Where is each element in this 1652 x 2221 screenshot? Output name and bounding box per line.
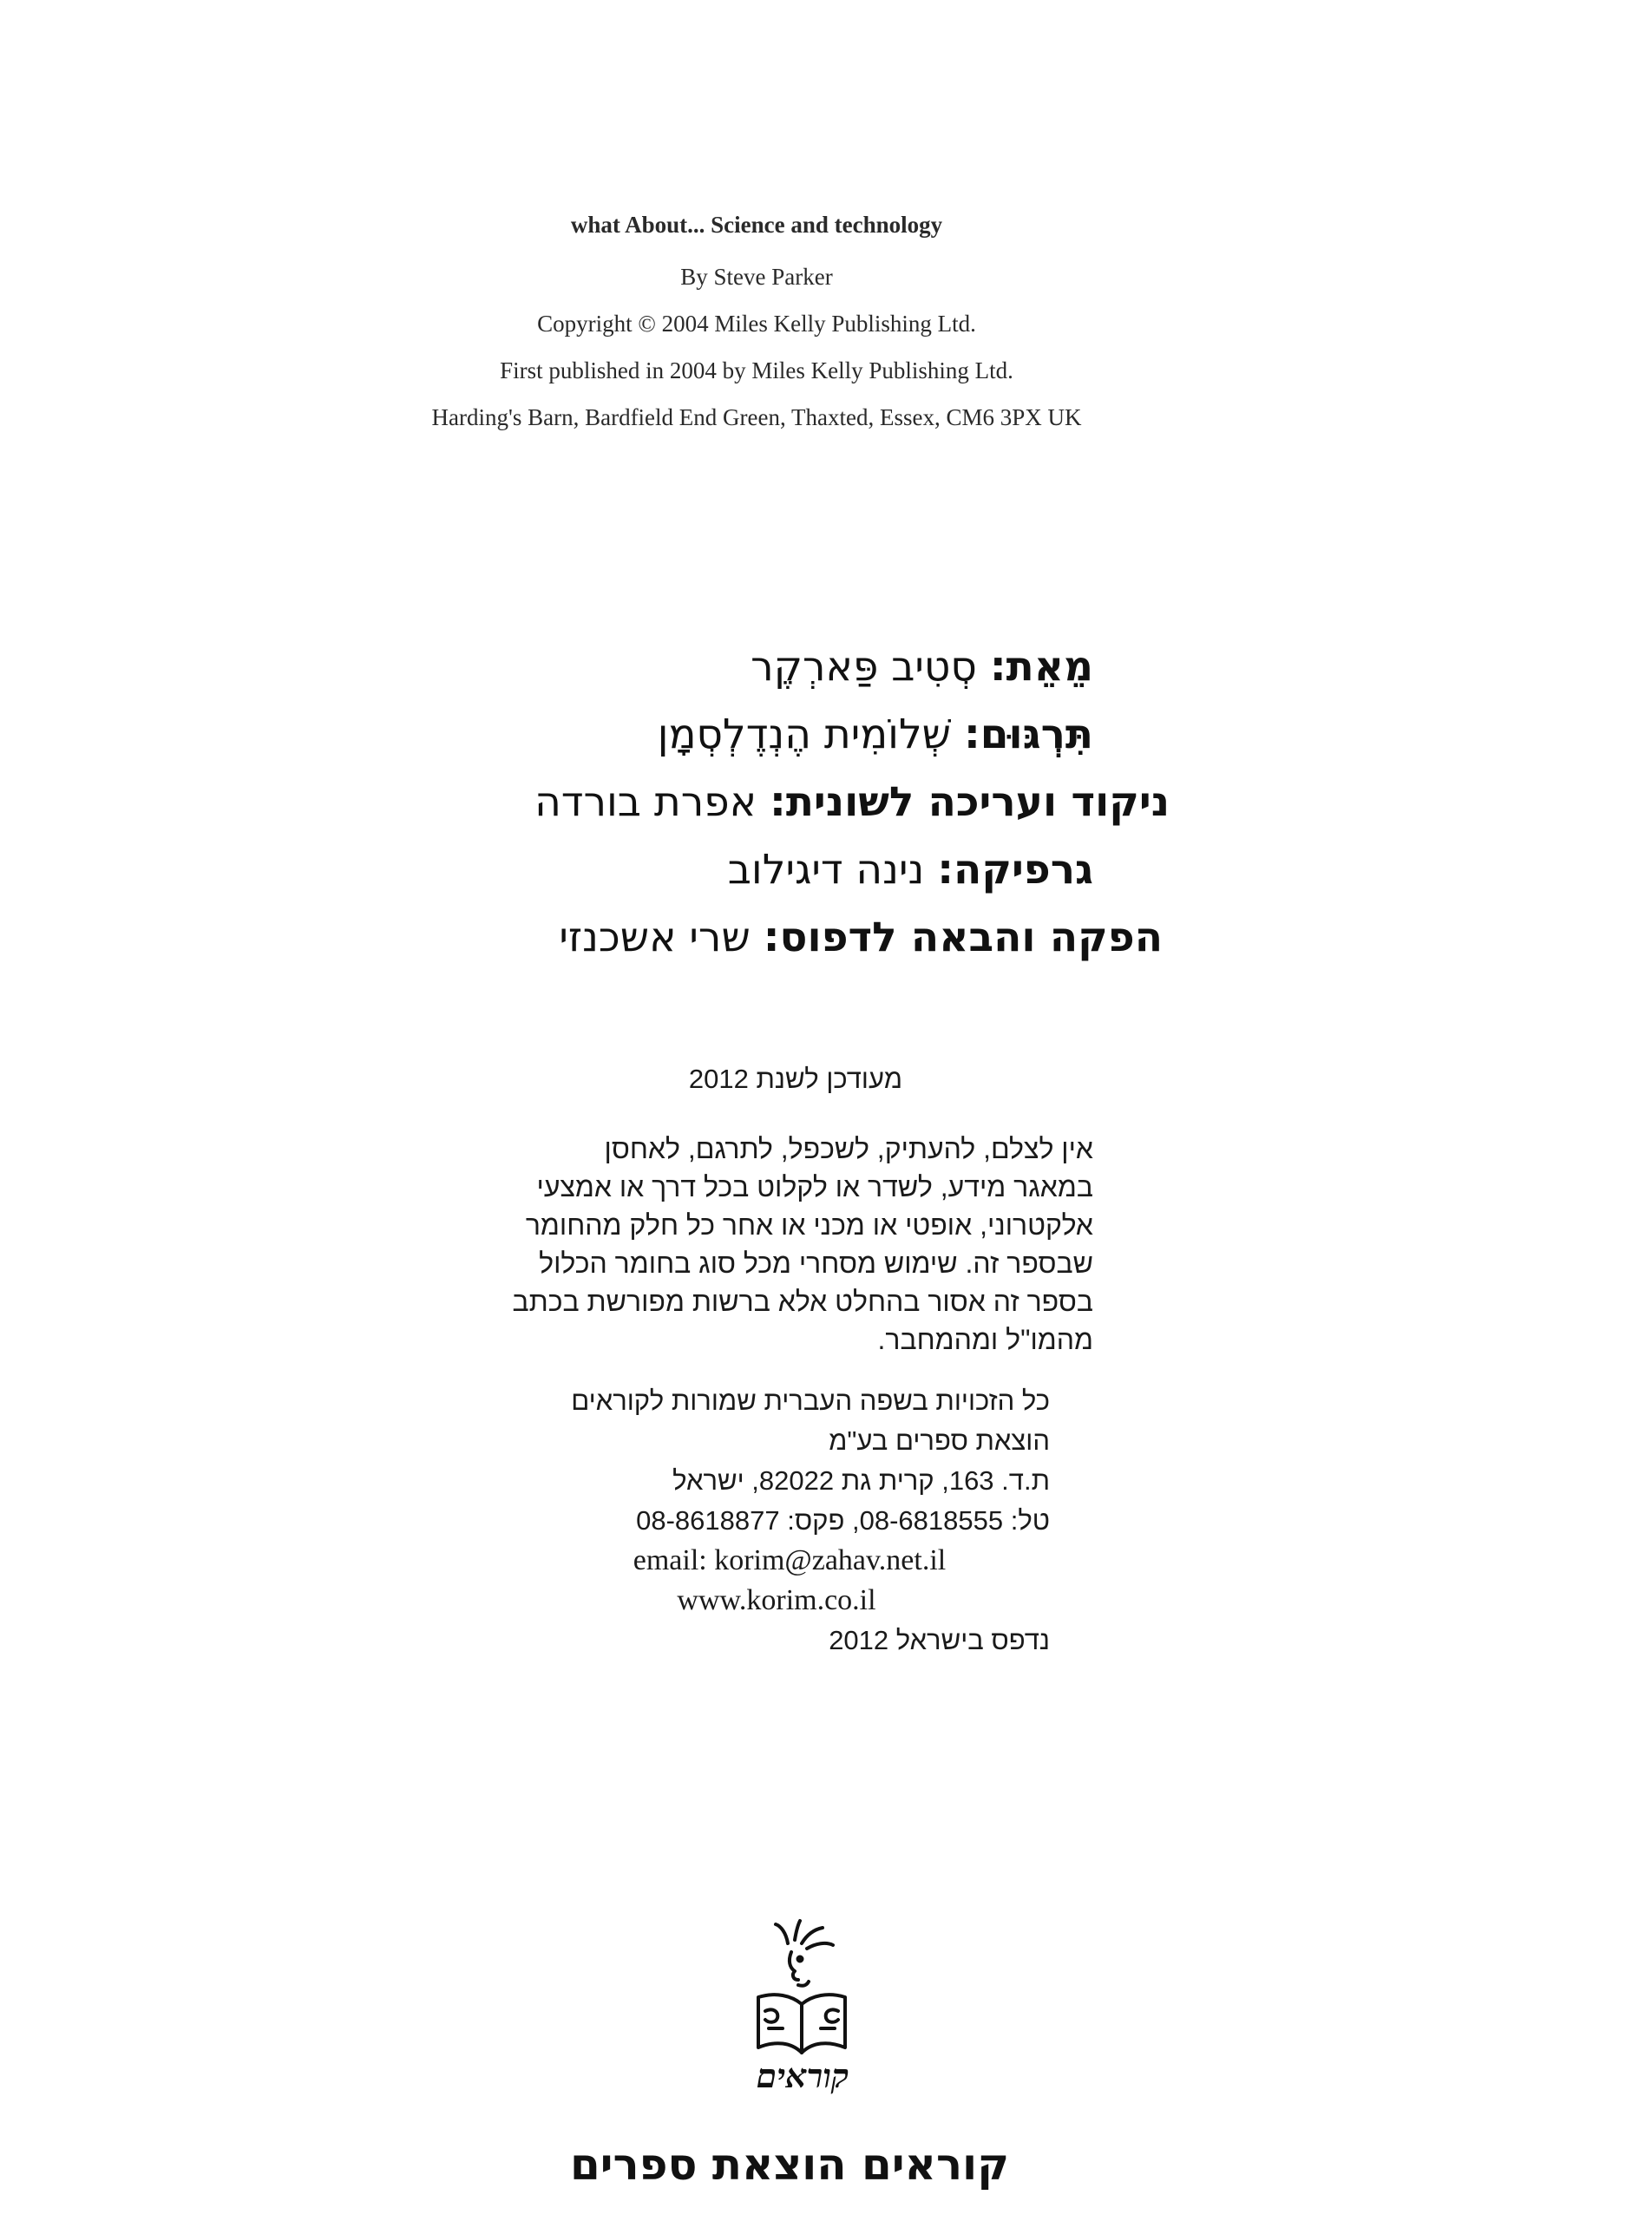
legal-line: שבספר זה. שימוש מסחרי מכל סוג בחומר הכלול <box>539 1248 1093 1279</box>
author-line: By Steve Parker <box>680 264 833 290</box>
logo-wordmark: קוראים <box>756 2056 849 2095</box>
credit-translation <box>139 701 1093 769</box>
rights-line: כל הזכויות בשפה העברית שמורות לקוראים <box>571 1386 1050 1416</box>
hebrew-credits <box>139 633 1170 972</box>
first-published-line: First published in 2004 by Miles Kelly Publishing Ltd. <box>500 357 1013 383</box>
credit-role: גרפיקה: <box>937 846 1093 894</box>
publisher-logo <box>746 1917 859 2117</box>
legal-line: מהמו"ל ומהמחבר. <box>877 1324 1093 1355</box>
legal-line: אין לצלם, להעתיק, לשכפל, לתרגם, לאחסן <box>604 1133 1093 1164</box>
credit-graphics <box>139 836 1093 904</box>
legal-line: במאגר מידע, לשדר או לקלוט בכל דרך או אמצעי <box>536 1171 1093 1202</box>
credit-name: סְטִיב פַּארְקֶר <box>751 643 977 691</box>
english-imprint <box>0 201 1513 441</box>
updated-note: מעודכן לשנת 2012 <box>688 1064 902 1094</box>
phone-fax-line: טל: 08-6818555, פקס: 08-8618877 <box>636 1505 1050 1536</box>
credit-role: הפקה והבאה לדפוס: <box>763 914 1163 961</box>
book-title: what About... Science and technology <box>570 212 943 238</box>
reader-with-book-icon <box>746 1917 859 2060</box>
address-line: Harding's Barn, Bardfield End Green, Thaxted, Essex, CM6 3PX UK <box>431 404 1082 430</box>
printed-line: נדפס בישראל 2012 <box>829 1625 1050 1655</box>
credit-name: אפרת בורדה <box>534 778 757 826</box>
credit-name: שרי אשכנזי <box>559 914 751 961</box>
credit-name: נינה דיגילוב <box>727 846 925 894</box>
credit-production <box>139 904 1163 972</box>
credit-role: ניקוד ועריכה לשונית: <box>770 778 1170 826</box>
po-box-line: ת.ד. 163, קרית גת 82022, ישראל <box>672 1465 1050 1496</box>
legal-line: אלקטרוני, אופטי או מכני או אחר כל חלק מהחומר <box>525 1209 1093 1241</box>
credit-name: שְׁלוֹמִית הֶנְדֶלְסְמָן <box>657 711 951 758</box>
publisher-name: קוראים הוצאת ספרים <box>569 2139 1010 2190</box>
credit-author <box>139 633 1093 701</box>
credit-role: מֵאֵת: <box>989 643 1093 691</box>
credit-editing <box>139 769 1170 836</box>
copyright-line: Copyright © 2004 Miles Kelly Publishing Ltd. <box>537 311 976 337</box>
website-line: www.korim.co.il <box>677 1584 876 1616</box>
credit-role: תִּרְגּוּם: <box>963 711 1093 758</box>
publisher-info <box>555 1381 1050 1661</box>
email-line: email: korim@zahav.net.il <box>633 1544 947 1576</box>
company-line: הוצאת ספרים בע"מ <box>829 1425 1050 1456</box>
legal-notice <box>469 1130 1093 1359</box>
legal-line: בספר זה אסור בהחלט אלא ברשות מפורשת בכתב <box>512 1286 1093 1317</box>
